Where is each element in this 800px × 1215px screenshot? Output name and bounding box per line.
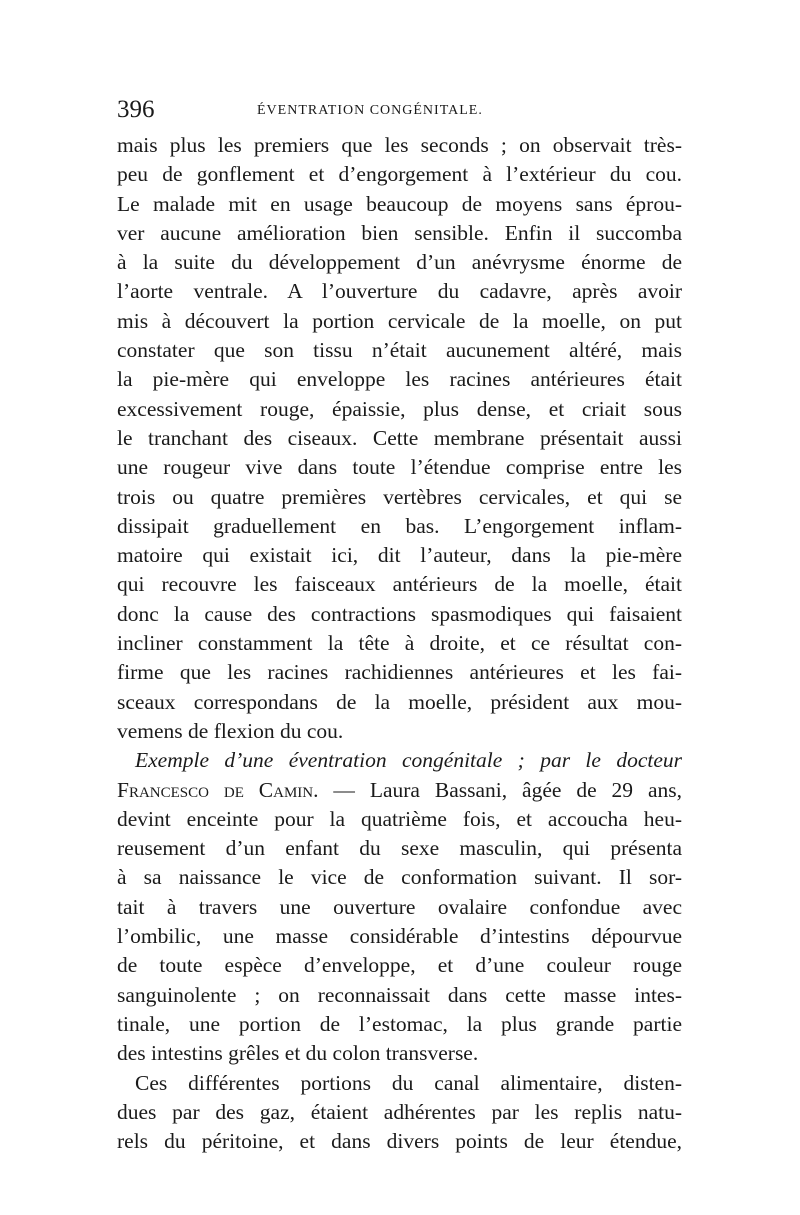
text-line: excessivement rouge, épaissie, plus dense, et criait sous bbox=[117, 396, 682, 421]
text-line: constater que son tissu n’était aucunement altéré, mais bbox=[117, 338, 682, 363]
text-line: une rougeur vive dans toute l’étendue comprise entre les bbox=[117, 455, 682, 480]
text-line: dues par des gaz, étaient adhérentes par les replis natu- bbox=[117, 1099, 682, 1124]
example-heading-line bbox=[117, 746, 682, 775]
text-line: reusement d’un enfant du sexe masculin, qui présenta bbox=[117, 836, 682, 861]
example-author-line bbox=[117, 776, 682, 805]
text-line: mais plus les premiers que les seconds ; on observait très- bbox=[117, 133, 682, 157]
running-head: ÉVENTRATION CONGÉNITALE. bbox=[257, 103, 483, 118]
text-line: devint enceinte pour la quatrième fois, et accoucha heu- bbox=[117, 806, 682, 831]
body-text bbox=[117, 131, 682, 1156]
text-line: à la suite du développement d’un anévrysme énorme de bbox=[117, 250, 682, 275]
text-line: vemens de flexion du cou. bbox=[117, 718, 344, 743]
text-line: trois ou quatre premières vertèbres cervicales, et qui se bbox=[117, 484, 682, 509]
text-line: à sa naissance le vice de conformation suivant. Il sor- bbox=[117, 865, 682, 890]
text-line: donc la cause des contractions spasmodiques qui faisaient bbox=[117, 601, 682, 626]
text-line: sanguinolente ; on reconnaissait dans cette masse intes- bbox=[117, 982, 682, 1007]
text-line: sceaux correspondans de la moelle, président aux mou- bbox=[117, 689, 682, 714]
text-line: incliner constamment la tête à droite, et ce résultat con- bbox=[117, 631, 682, 656]
text-line: rels du péritoine, et dans divers points de leur étendue, bbox=[117, 1129, 682, 1154]
text-line: la pie-mère qui enveloppe les racines antérieures était bbox=[117, 367, 682, 392]
example-intro: — Laura Bassani, âgée de 29 ans, bbox=[318, 777, 682, 802]
text-line: de toute espèce d’enveloppe, et d’une couleur rouge bbox=[117, 953, 682, 978]
text-line: mis à découvert la portion cervicale de la moelle, on put bbox=[117, 308, 682, 333]
page-number: 396 bbox=[117, 96, 155, 123]
text-line: peu de gonflement et d’engorgement à l’extérieur du cou. bbox=[117, 162, 682, 187]
page-header bbox=[117, 96, 682, 124]
text-line: Ces différentes portions du canal alimentaire, disten- bbox=[135, 1070, 682, 1095]
text-line: tait à travers une ouverture ovalaire confondue avec bbox=[117, 894, 682, 919]
text-line: des intestins grêles et du colon transverse. bbox=[117, 1041, 479, 1066]
text-line: Le malade mit en usage beaucoup de moyens sans éprou- bbox=[117, 191, 682, 216]
text-line: ver aucune amélioration bien sensible. Enfin il succomba bbox=[117, 220, 682, 245]
text-line: dissipait graduellement en bas. L’engorgement inflam- bbox=[117, 513, 682, 538]
text-line: le tranchant des ciseaux. Cette membrane présentait aussi bbox=[117, 425, 682, 450]
example-author: Francesco de Camin. bbox=[117, 777, 319, 802]
text-line: matoire qui existait ici, dit l’auteur, dans la pie-mère bbox=[117, 543, 682, 568]
text-line: firme que les racines rachidiennes antérieures et les fai- bbox=[117, 660, 682, 685]
text-line: qui recouvre les faisceaux antérieurs de la moelle, était bbox=[117, 572, 682, 597]
text-line: l’aorte ventrale. A l’ouverture du cadavre, après avoir bbox=[117, 279, 682, 304]
example-title: Exemple d’une éventration congénitale ; par le docteur bbox=[135, 748, 682, 773]
text-line: tinale, une portion de l’estomac, la plus grande partie bbox=[117, 1011, 682, 1036]
text-line: l’ombilic, une masse considérable d’intestins dépourvue bbox=[117, 924, 682, 949]
